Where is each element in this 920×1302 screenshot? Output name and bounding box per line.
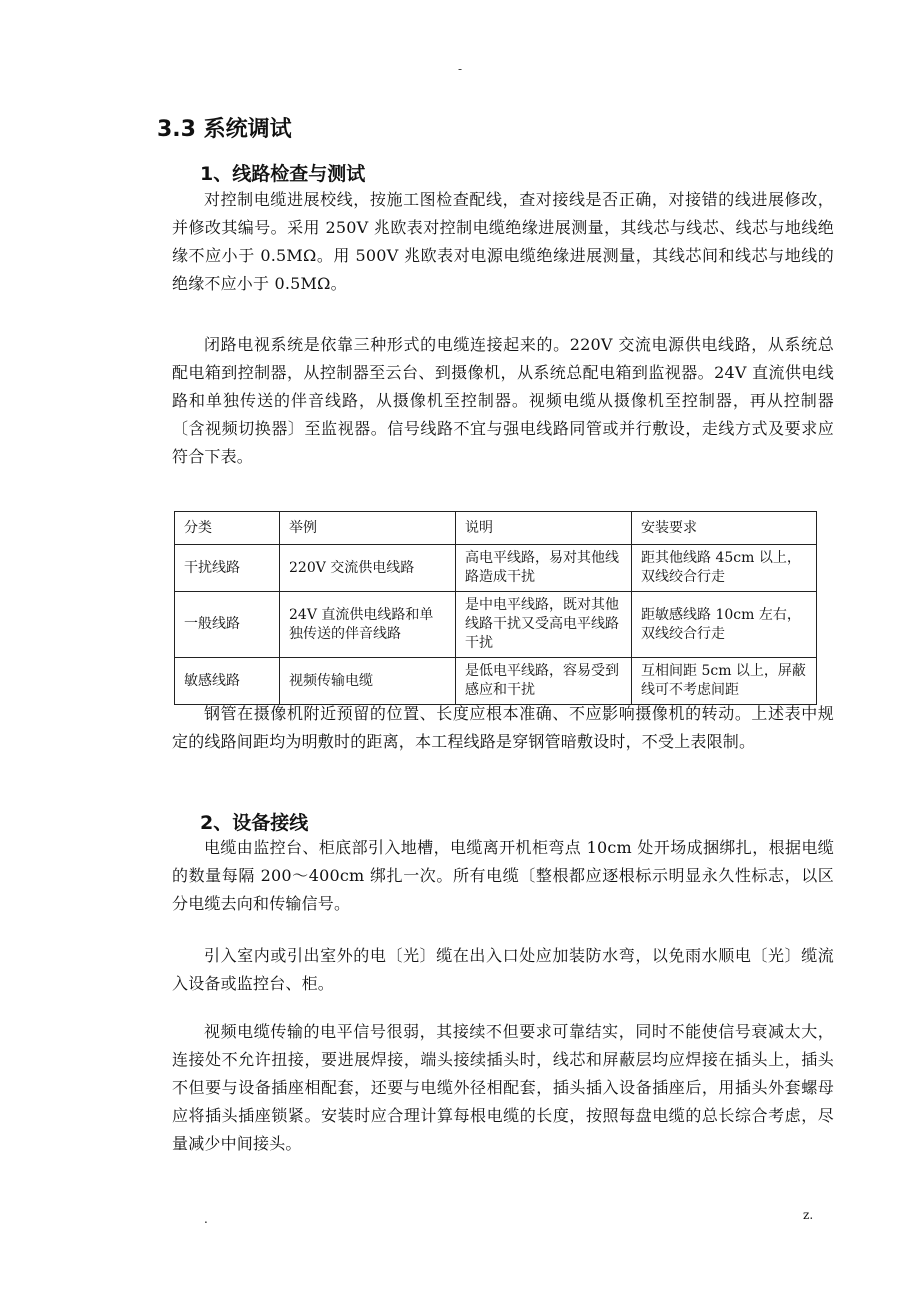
wiring-spec-table (174, 511, 817, 705)
table-cell: 是低电平线路，容易受到感应和干扰 (456, 658, 632, 705)
section2-paragraph: 电缆由监控台、柜底部引入地槽，电缆离开机柜弯点 10cm 处开场成捆绑扎，根据电缆的数量每隔 200～400cm 绑扎一次。所有电缆〔整根都应逐根标示明显永久性标志，以区分电缆去向和传输信号。 (172, 838, 834, 913)
table-header-row (175, 512, 817, 545)
table-header-cell: 举例 (280, 512, 456, 545)
table-cell: 敏感线路 (175, 658, 280, 705)
section2-paragraph: 视频电缆传输的电平信号很弱，其接续不但要求可靠结实，同时不能使信号衰减太大，连接处不允许扭接，要进展焊接，端头接续插头时，线芯和屏蔽层均应焊接在插头上，插头不但要与设备插座相配套，还要与电缆外径相配套，插头插入设备插座后，用插头外套螺母应将插头插座锁紧。安装时应合理计算每根电缆的长度，按照每盘电缆的总长综合考虑，尽量减少中间接头。 (172, 1022, 834, 1153)
section1-heading: 1、线路检查与测试 (200, 163, 366, 185)
table-cell: 是中电平线路，既对其他线路干扰又受高电平线路干扰 (456, 592, 632, 658)
section1-paragraph: 闭路电视系统是依靠三种形式的电缆连接起来的。220V 交流电源供电线路，从系统总配电箱到控制器，从控制器至云台、到摄像机，从系统总配电箱到监视器。24V 直流供电线路和单独传送的伴音线路，从摄像机至控制器。视频电缆从摄像机至控制器，再从控制器〔含视频切换器〕至监视器。信号线路不宜与强电线路同管或并行敷设，走线方式及要求应符合下表。 (172, 335, 834, 466)
header-mark: - (457, 62, 463, 76)
table-header-cell: 分类 (175, 512, 280, 545)
section-title: 3.3 系统调试 (157, 117, 292, 142)
table-cell: 干扰线路 (175, 545, 280, 592)
table-header-cell: 安装要求 (632, 512, 817, 545)
table-cell: 互相间距 5cm 以上，屏蔽线可不考虑间距 (632, 658, 817, 705)
table-row (175, 658, 817, 705)
table-cell: 距其他线路 45cm 以上，双线绞合行走 (632, 545, 817, 592)
footer-left-mark: . (204, 1212, 208, 1226)
table-row (175, 592, 817, 658)
section2-paragraph: 引入室内或引出室外的电〔光〕缆在出入口处应加装防水弯，以免雨水顺电〔光〕缆流入设备或监控台、柜。 (172, 946, 834, 993)
table-header-cell: 说明 (456, 512, 632, 545)
section1-paragraph: 对控制电缆进展校线，按施工图检查配线，查对接线是否正确，对接错的线进展修改，并修改其编号。采用 250V 兆欧表对控制电缆绝缘进展测量，其线芯与线芯、线芯与地线绝缘不应小于 0.5MΩ。用 500V 兆欧表对电源电缆绝缘进展测量，其线芯间和线芯与地线的绝缘不应小于 0.5MΩ。 (172, 190, 834, 293)
table-cell: 一般线路 (175, 592, 280, 658)
table-cell: 高电平线路，易对其他线路造成干扰 (456, 545, 632, 592)
section2-heading: 2、设备接线 (200, 812, 309, 834)
after-table-paragraph: 钢管在摄像机附近预留的位置、长度应根本准确、不应影响摄像机的转动。上述表中规定的线路间距均为明敷时的距离，本工程线路是穿钢管暗敷设时，不受上表限制。 (172, 704, 834, 751)
table-row (175, 545, 817, 592)
table-cell: 24V 直流供电线路和单独传送的伴音线路 (280, 592, 456, 658)
table-cell: 视频传输电缆 (280, 658, 456, 705)
table-cell: 距敏感线路 10cm 左右，双线绞合行走 (632, 592, 817, 658)
footer-right-mark: z. (803, 1208, 814, 1222)
table-cell: 220V 交流供电线路 (280, 545, 456, 592)
